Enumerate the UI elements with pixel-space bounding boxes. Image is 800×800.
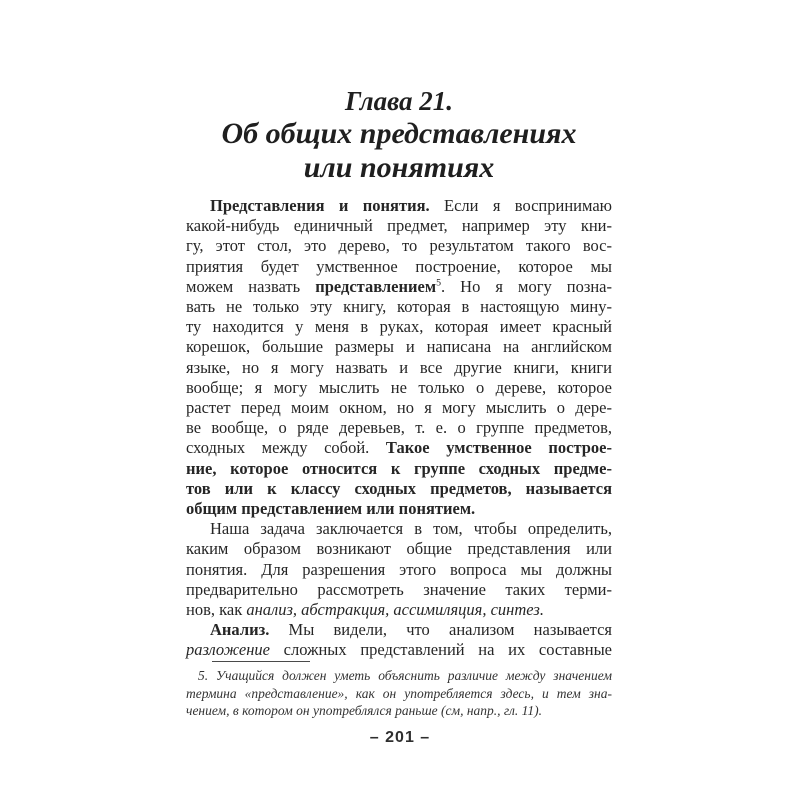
text-segment-n: нов, как: [186, 600, 247, 620]
text-segment-b: Анализ.: [210, 620, 270, 640]
body-text-line: [186, 398, 612, 418]
text-segment-n: Мы видели, что анализом называется: [269, 620, 612, 640]
body-text-line: [186, 479, 612, 499]
body-text-line: [186, 196, 612, 216]
footnote-separator: [212, 661, 310, 662]
body-text-line: [186, 236, 612, 256]
body-text-line: [186, 216, 612, 236]
text-segment-b: тов или к классу сходных предметов, называется: [186, 478, 612, 498]
text-segment-n: вообще; я могу мыслить не только о дереве, которое: [186, 377, 612, 397]
text-segment-n: корешок, большие размеры и написана на английском: [186, 337, 612, 357]
text-segment-n: предварительно рассмотреть значение таких терми-: [186, 579, 612, 599]
body-text-line: [186, 438, 612, 458]
text-segment-n: сходных между собой.: [186, 438, 386, 458]
text-segment-b: ние, которое относится к группе сходных предме-: [186, 458, 612, 478]
text-segment-b: общим представлением или понятием.: [186, 499, 476, 519]
body-text-line: [186, 640, 612, 660]
body-text-line: [186, 560, 612, 580]
text-segment-n: приятия будет умственное построение, которое мы: [186, 256, 612, 276]
text-segment-n: каким образом возникают общие представления или: [186, 539, 612, 559]
text-segment-n: ве вообще, о ряде деревьев, т. е. о группе предметов,: [186, 418, 612, 438]
text-segment-n: какой-нибудь единичный предмет, например эту кни-: [186, 216, 612, 236]
body-text-line: [186, 277, 612, 297]
chapter-title: [186, 86, 612, 185]
text-segment-n: сложных представлений на их составные: [269, 640, 612, 660]
text-segment-s: 5: [436, 277, 441, 289]
chapter-name-line2: или понятиях: [303, 151, 495, 184]
text-segment-n: гу, этот стол, это дерево, то результатом такого вос-: [186, 236, 612, 256]
text-segment-b: представлением: [315, 276, 437, 296]
text-segment-n: ту находится у меня в руках, которая имеет красный: [186, 317, 612, 337]
body-text-line: [186, 580, 612, 600]
text-segment-n: можем назвать: [186, 276, 316, 296]
text-segment-n: понятия. Для разрешения этого вопроса мы должны: [186, 559, 612, 579]
body-text-line: [186, 620, 612, 640]
text-segment-i: разложение: [186, 640, 270, 660]
body-text-line: [186, 600, 612, 620]
text-segment-n: вать не только эту книгу, которая в настоящую мину-: [186, 297, 612, 317]
body-text-line: [186, 378, 612, 398]
text-segment-n: . Но я могу позна-: [441, 276, 612, 296]
body-text-line: [186, 358, 612, 378]
body-text-line: [186, 459, 612, 479]
page-number: – 201 –: [369, 729, 431, 746]
text-segment-b: Такое умственное построе-: [385, 438, 612, 458]
body-text-line: [186, 337, 612, 357]
text-segment-n: Если я воспринимаю: [429, 196, 612, 215]
footnote-line: [186, 685, 612, 703]
body-text-line: [186, 418, 612, 438]
chapter-number: Глава 21.: [344, 86, 454, 116]
body-text-line: [186, 519, 612, 539]
body-text-line: [186, 297, 612, 317]
text-segment-i: анализ, абстракция, ассимиляция, синтез.: [246, 600, 544, 620]
text-segment-n: растет перед моим окном, но я могу мыслить о дере-: [186, 398, 612, 418]
body-text-line: [186, 499, 612, 519]
text-segment-n: Наша задача заключается в том, чтобы определить,: [210, 519, 612, 539]
text-segment-b: Представления и понятия.: [210, 196, 430, 215]
text-segment-n: 5. Учащийся должен уметь объяснить различие между значением: [198, 668, 612, 683]
text-segment-n: термина «представление», как он употребляется здесь, и тем зна-: [186, 685, 612, 701]
footnote-line: [186, 702, 612, 720]
body-text-line: [186, 317, 612, 337]
footnote: [186, 667, 612, 720]
body-text-line: [186, 257, 612, 277]
body-text: [186, 196, 612, 661]
text-segment-n: чением, в котором он употреблялся раньше (см, напр., гл. 11).: [186, 703, 543, 718]
chapter-name-line1: Об общих представлениях: [221, 117, 577, 150]
body-text-line: [186, 539, 612, 559]
footnote-line: [186, 667, 612, 685]
text-segment-n: языке, но я могу назвать и все другие книги, книги: [186, 357, 612, 377]
